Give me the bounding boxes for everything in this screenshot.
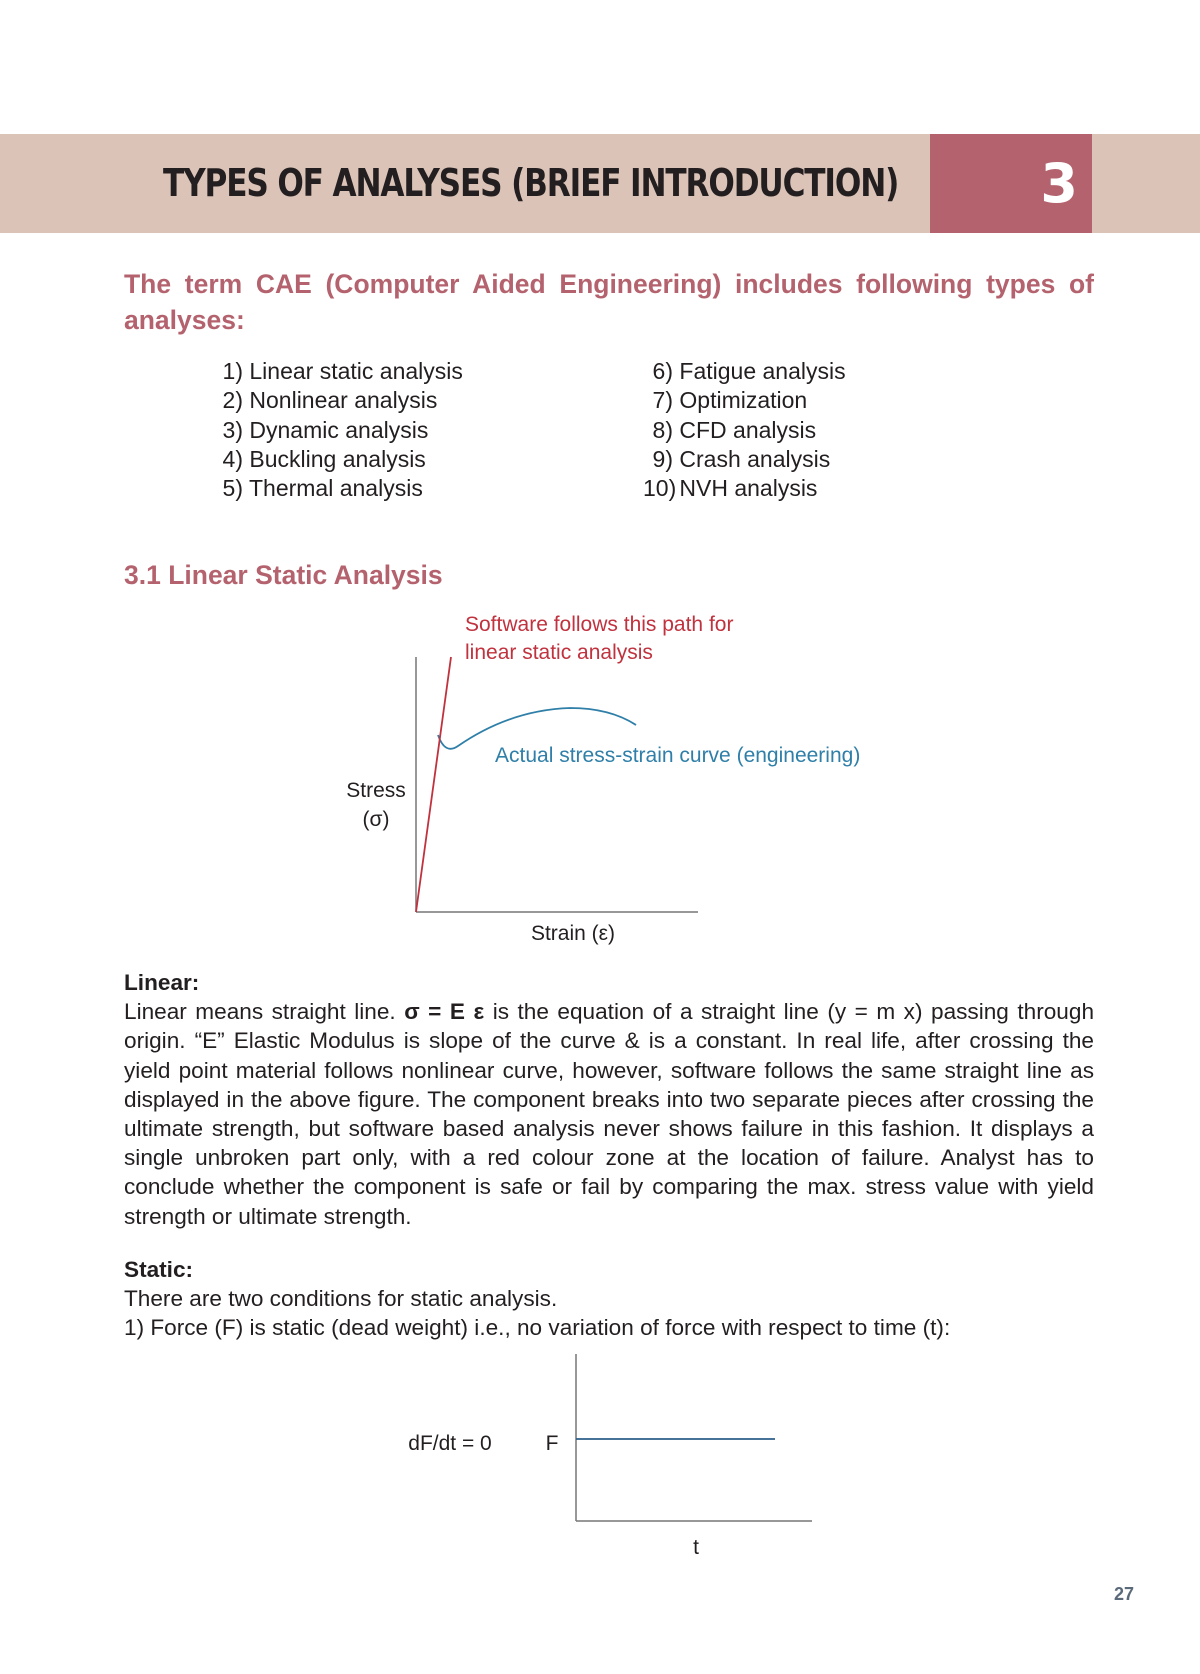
list-item: 5) Thermal analysis bbox=[222, 475, 423, 502]
list-item: 8) CFD analysis bbox=[652, 416, 817, 443]
static-line-1: There are two conditions for static analysis. bbox=[124, 1286, 558, 1312]
page-number: 27 bbox=[1113, 1584, 1134, 1604]
y-axis-label-stress: Stress bbox=[346, 779, 406, 802]
linear-intro-text: Linear means straight line. bbox=[124, 999, 396, 1025]
force-time-diagram bbox=[408, 1354, 812, 1559]
linear-software-path bbox=[416, 657, 451, 912]
linear-section bbox=[124, 968, 1094, 1231]
list-item: 7) Optimization bbox=[652, 387, 808, 414]
chapter-number: 3 bbox=[1040, 152, 1078, 215]
section-heading: 3.1 Linear Static Analysis bbox=[124, 560, 443, 590]
x-axis-label-time: t bbox=[693, 1536, 699, 1559]
actual-stress-strain-curve bbox=[438, 708, 636, 749]
list-item: 9) Crash analysis bbox=[652, 445, 831, 472]
actual-curve-annotation: Actual stress-strain curve (engineering) bbox=[495, 744, 861, 767]
chapter-title: TYPES OF ANALYSES (BRIEF INTRODUCTION) bbox=[163, 161, 899, 205]
static-section bbox=[124, 1255, 1094, 1343]
static-line-2: 1) Force (F) is static (dead weight) i.e., no variation of force with respect to time (t): bbox=[124, 1315, 951, 1341]
intro-heading: The term CAE (Computer Aided Engineering) includes following types of analyses: bbox=[124, 269, 1094, 335]
list-item: 4) Buckling analysis bbox=[222, 445, 426, 472]
list-item: 10) NVH analysis bbox=[643, 475, 818, 502]
y-axis-label-force: F bbox=[545, 1432, 559, 1455]
linear-heading: Linear: bbox=[124, 970, 200, 995]
software-path-annotation-line1: Software follows this path for bbox=[465, 613, 734, 636]
stress-strain-diagram bbox=[346, 613, 860, 945]
x-axis-label-strain: Strain (ε) bbox=[530, 922, 616, 945]
equation-label: dF/dt = 0 bbox=[408, 1432, 492, 1455]
list-item: 6) Fatigue analysis bbox=[652, 358, 846, 384]
software-path-annotation-line2: linear static analysis bbox=[465, 641, 653, 664]
list-item: 2) Nonlinear analysis bbox=[222, 387, 438, 414]
linear-paragraph-text: is the equation of a straight line (y = m x) passing through origin. “E” Elastic Modulus is slope of the curve & is a constant. In real life, after crossing the yield point material follows nonlinear curve, however, software follows the same straight line as displayed in the above figure. The component breaks into two separate pieces after crossing the ultimate strength, but software based analysis never shows failure in this fashion. It displays a single unbroken part only, with a red colour zone at the location of failure. Analyst has to conclude whether the component is safe or fail by comparing the max. stress value with yield strength or ultimate strength. bbox=[124, 999, 1095, 1229]
y-axis-label-sigma: (σ) bbox=[362, 808, 390, 831]
equation-sigma-e-epsilon: σ = E ε bbox=[404, 999, 485, 1025]
linear-paragraph bbox=[124, 997, 1094, 1231]
static-heading: Static: bbox=[124, 1257, 194, 1282]
list-item: 3) Dynamic analysis bbox=[222, 416, 429, 443]
list-item: 1) Linear static analysis bbox=[222, 358, 463, 384]
